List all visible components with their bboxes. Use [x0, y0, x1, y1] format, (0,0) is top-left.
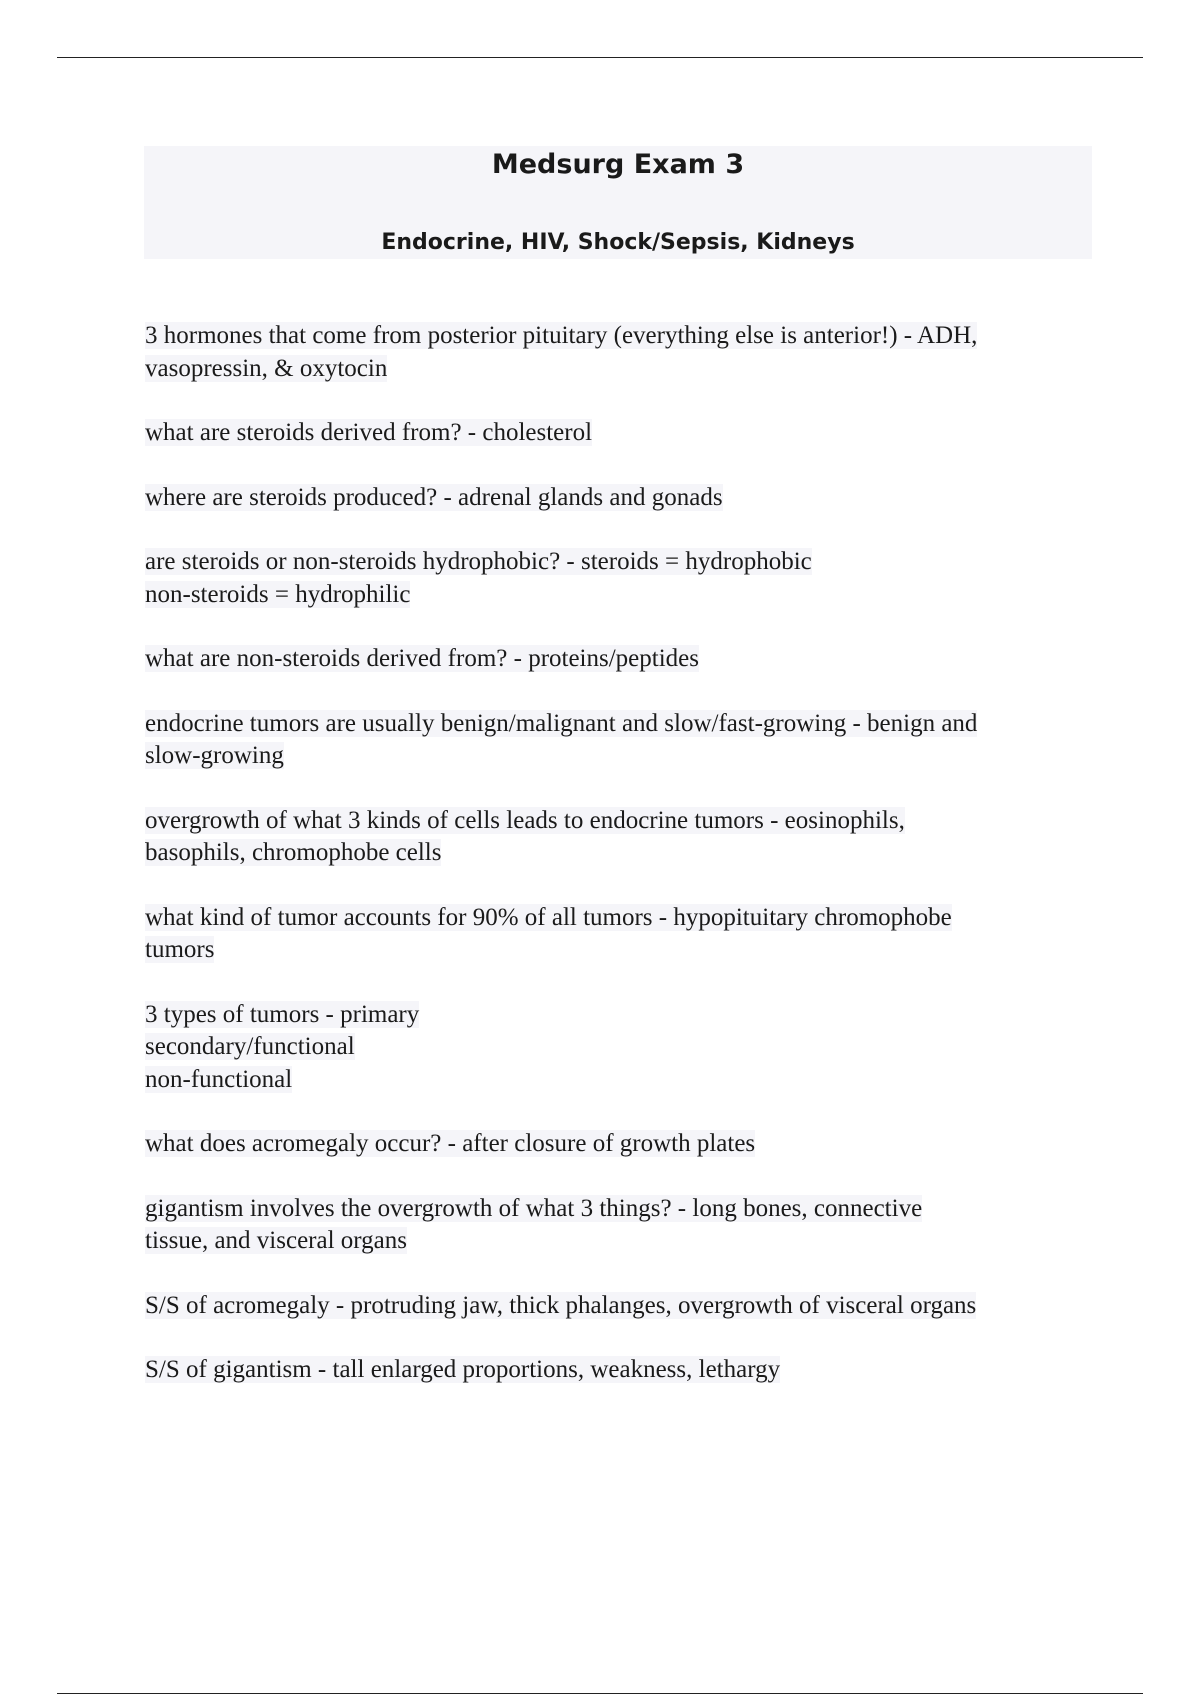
flashcard-text: slow-growing: [145, 742, 284, 769]
flashcard-line: [145, 579, 1100, 612]
flashcard-item: [145, 1354, 1100, 1387]
flashcard-line: [145, 934, 1100, 967]
flashcard-text: endocrine tumors are usually benign/malignant and slow/fast-growing - benign and: [145, 709, 978, 737]
flashcard-list: [145, 320, 1100, 1419]
flashcard-line: [145, 1354, 1100, 1387]
flashcard-text: gigantism involves the overgrowth of what 3 things? - long bones, connective: [145, 1194, 923, 1222]
flashcard-line: [145, 320, 1100, 353]
document-title: Medsurg Exam 3: [491, 149, 745, 180]
flashcard-line: [145, 837, 1100, 870]
flashcard-text: what does acromegaly occur? - after closure of growth plates: [145, 1130, 756, 1157]
flashcard-text: 3 types of tumors - primary: [145, 1000, 420, 1028]
flashcard-line: [145, 1128, 1100, 1161]
flashcard-item: [145, 417, 1100, 450]
flashcard-text: 3 hormones that come from posterior pituitary (everything else is anterior!) - ADH,: [145, 322, 978, 349]
flashcard-line: [145, 1193, 1100, 1226]
flashcard-item: [145, 1290, 1100, 1323]
flashcard-line: [145, 708, 1100, 741]
flashcard-text: what kind of tumor accounts for 90% of all tumors - hypopituitary chromophobe: [145, 903, 952, 931]
flashcard-text: tumors: [145, 936, 215, 963]
flashcard-text: overgrowth of what 3 kinds of cells leads to endocrine tumors - eosinophils,: [145, 806, 905, 834]
flashcard-text: tissue, and visceral organs: [145, 1227, 407, 1254]
flashcard-line: [145, 902, 1100, 935]
flashcard-item: [145, 1193, 1100, 1258]
flashcard-line: [145, 546, 1100, 579]
flashcard-line: [145, 417, 1100, 450]
flashcard-item: [145, 320, 1100, 385]
flashcard-text: where are steroids produced? - adrenal glands and gonads: [145, 483, 723, 511]
flashcard-line: [145, 1290, 1100, 1323]
flashcard-item: [145, 805, 1100, 870]
flashcard-line: [145, 353, 1100, 386]
document-subtitle: Endocrine, HIV, Shock/Sepsis, Kidneys: [381, 230, 855, 255]
flashcard-line: [145, 740, 1100, 773]
flashcard-text: basophils, chromophobe cells: [145, 839, 442, 866]
flashcard-item: [145, 708, 1100, 773]
flashcard-line: [145, 805, 1100, 838]
flashcard-text: non-steroids = hydrophilic: [145, 580, 411, 608]
flashcard-item: [145, 999, 1100, 1097]
flashcard-line: [145, 1064, 1100, 1097]
flashcard-line: [145, 1031, 1100, 1064]
flashcard-line: [145, 999, 1100, 1032]
flashcard-text: what are steroids derived from? - cholesterol: [145, 419, 593, 446]
bottom-divider: [57, 1693, 1143, 1694]
flashcard-line: [145, 1225, 1100, 1258]
flashcard-text: secondary/functional: [145, 1033, 355, 1060]
flashcard-item: [145, 902, 1100, 967]
flashcard-item: [145, 482, 1100, 515]
flashcard-text: S/S of gigantism - tall enlarged proportions, weakness, lethargy: [145, 1356, 781, 1383]
flashcard-line: [145, 482, 1100, 515]
flashcard-text: are steroids or non-steroids hydrophobic? - steroids = hydrophobic: [145, 548, 812, 575]
flashcard-item: [145, 643, 1100, 676]
flashcard-text: vasopressin, & oxytocin: [145, 354, 388, 382]
flashcard-item: [145, 546, 1100, 611]
flashcard-text: S/S of acromegaly - protruding jaw, thick phalanges, overgrowth of visceral organs: [145, 1291, 977, 1319]
flashcard-line: [145, 643, 1100, 676]
top-divider: [57, 57, 1143, 58]
flashcard-text: non-functional: [145, 1065, 293, 1093]
flashcard-item: [145, 1128, 1100, 1161]
flashcard-text: what are non-steroids derived from? - proteins/peptides: [145, 645, 699, 672]
